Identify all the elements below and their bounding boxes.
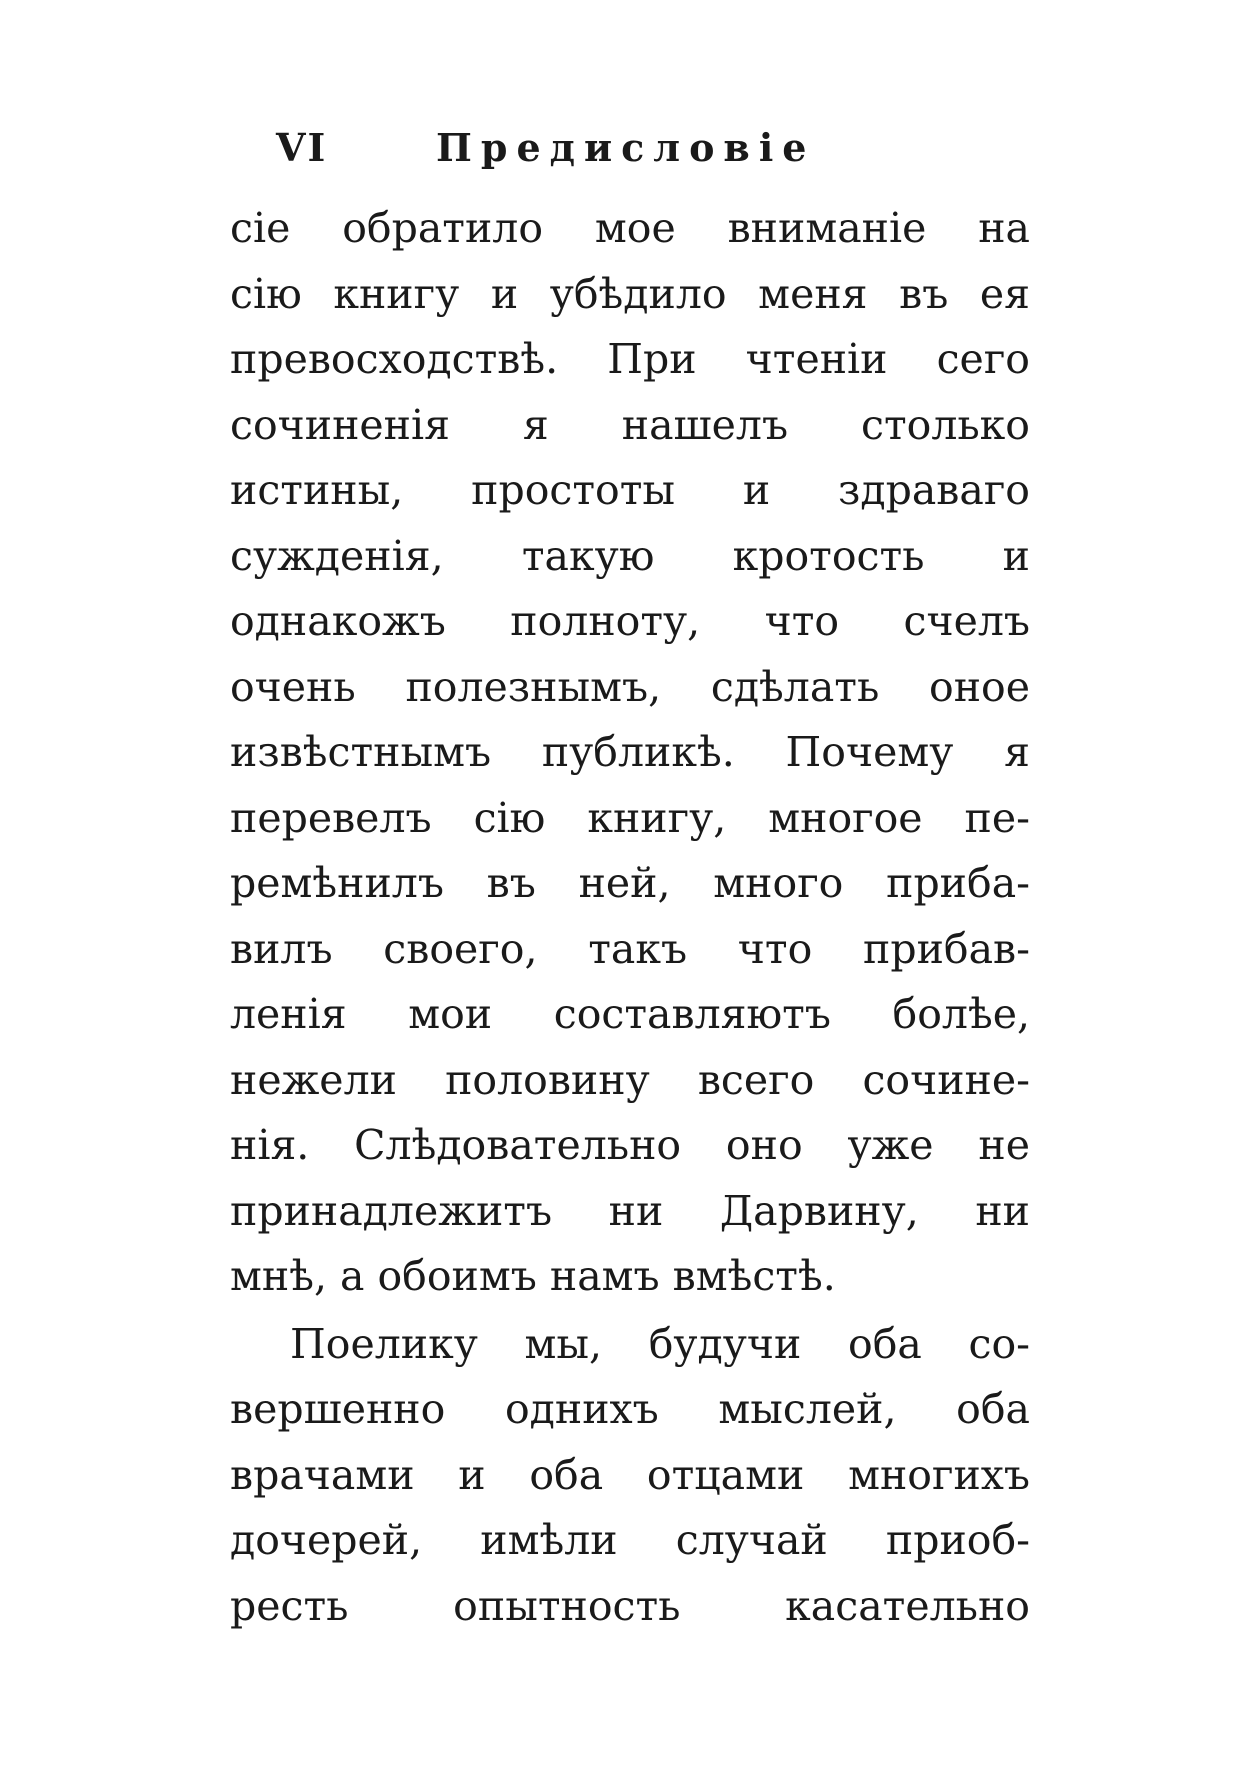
- text-line: нежели половину всего сочине-: [230, 1055, 1030, 1104]
- text-line: ленія мои составляютъ болѣе,: [230, 990, 1030, 1038]
- running-title: Предисловіе: [436, 125, 816, 170]
- text-line: ремѣнилъ въ ней, много приба-: [230, 859, 1030, 907]
- text-line: вершенно однихъ мыслей, оба: [230, 1385, 1030, 1433]
- text-line: извѣстнымъ публикѣ. Почему я: [230, 728, 1030, 776]
- text-line: Поелику мы, будучи оба со-: [290, 1319, 1030, 1368]
- text-line: сіе обратило мое вниманіе на: [230, 204, 1030, 252]
- text-line: нія. Слѣдовательно оно уже не: [230, 1121, 1030, 1169]
- paragraph-2: [230, 1312, 1030, 1640]
- text-line: очень полезнымъ, сдѣлать оное: [230, 662, 1030, 711]
- text-line: истины, простоты и здраваго: [230, 466, 1030, 514]
- text-line: мнѣ, а обоимъ намъ вмѣстѣ.: [230, 1252, 836, 1300]
- text-line: перевелъ сію книгу, многое пе-: [230, 793, 1030, 842]
- text-line: сужденія, такую кротость и: [230, 531, 1030, 580]
- text-line: вилъ своего, такъ что прибав-: [230, 924, 1030, 973]
- paragraph-1: [230, 196, 1030, 1310]
- text-line: дочерей, имѣли случай приоб-: [230, 1516, 1030, 1564]
- text-line: однакожъ полноту, что счелъ: [230, 597, 1030, 645]
- text-line: ресть опытность касательно: [230, 1581, 1030, 1630]
- page-number: VI: [276, 125, 328, 170]
- body-text: [230, 196, 1030, 1639]
- text-line: врачами и оба отцами многихъ: [230, 1450, 1030, 1499]
- running-head: [276, 118, 916, 178]
- text-line: превосходствѣ. При чтеніи сего: [230, 335, 1030, 383]
- text-line: принадлежитъ ни Дарвину, ни: [230, 1186, 1030, 1235]
- text-line: сію книгу и убѣдило меня въ ея: [230, 269, 1030, 318]
- text-line: сочиненія я нашелъ столько: [230, 400, 1030, 449]
